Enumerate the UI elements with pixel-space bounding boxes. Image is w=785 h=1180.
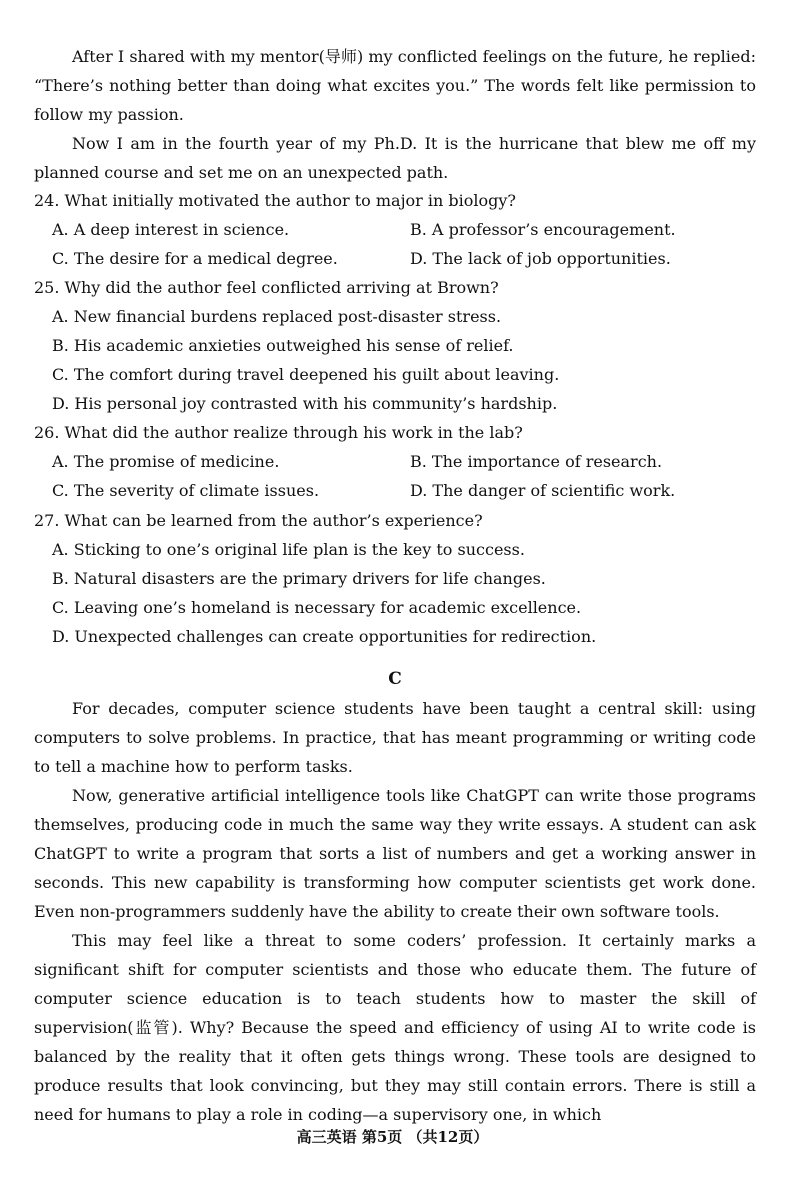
question-25: [34, 273, 756, 418]
question-stem: 26. What did the author realize through his work in the lab?: [34, 423, 523, 442]
question-24: [34, 186, 756, 273]
passage-paragraph: Now I am in the fourth year of my Ph.D. It is the hurricane that blew me off my planned course and set me on an unexpected path.: [34, 134, 756, 182]
option-a[interactable]: A. Sticking to one’s original life plan is the key to success.: [52, 540, 525, 559]
question-stem: 27. What can be learned from the author’s experience?: [34, 511, 483, 530]
option-b[interactable]: B. Natural disasters are the primary drivers for life changes.: [52, 569, 546, 588]
option-c[interactable]: C. The desire for a medical degree.: [52, 249, 338, 268]
passage-b-ending: [34, 42, 756, 187]
option-c[interactable]: C. The severity of climate issues.: [52, 481, 320, 500]
option-b[interactable]: B. The importance of research.: [410, 452, 663, 471]
option-row: [34, 215, 756, 244]
option-c[interactable]: C. The comfort during travel deepened his guilt about leaving.: [52, 365, 560, 384]
option-row: [34, 447, 756, 476]
option-d[interactable]: D. Unexpected challenges can create opportunities for redirection.: [52, 627, 597, 646]
question-27: [34, 506, 756, 651]
passage-paragraph: Now, generative artificial intelligence tools like ChatGPT can write those programs themselves, producing code in much the same way they write essays. A student can ask ChatGPT to write a program that sorts a list of numbers and get a working answer in seconds. This new capability is transforming how computer scientists get work done. Even non-programmers suddenly have the ability to create their own software tools.: [34, 786, 756, 921]
passage-paragraph: After I shared with my mentor(导师) my conflicted feelings on the future, he replied: “There’s nothing better than doing what excites you.” The words felt like permission to follow my passion.: [34, 47, 756, 124]
section-heading: C: [388, 669, 402, 689]
option-d[interactable]: D. The danger of scientific work.: [410, 481, 676, 500]
option-a[interactable]: A. The promise of medicine.: [52, 452, 280, 471]
option-d[interactable]: D. His personal joy contrasted with his community’s hardship.: [52, 394, 558, 413]
option-b[interactable]: B. His academic anxieties outweighed his sense of relief.: [52, 336, 514, 355]
option-a[interactable]: A. A deep interest in science.: [52, 220, 290, 239]
option-d[interactable]: D. The lack of job opportunities.: [410, 249, 671, 268]
option-a[interactable]: A. New financial burdens replaced post-disaster stress.: [52, 307, 502, 326]
passage-paragraph: This may feel like a threat to some coders’ profession. It certainly marks a significant shift for computer scientists and those who educate them. The future of computer science education is to teach students how to master the skill of supervision(监管). Why? Because the speed and efficiency of using AI to write code is balanced by the reality that it often gets things wrong. These tools are designed to produce results that look convincing, but they may still contain errors. There is still a need for humans to play a role in coding—a supervisory one, in which: [34, 931, 756, 1124]
question-26: [34, 418, 756, 505]
option-c[interactable]: C. Leaving one’s homeland is necessary for academic excellence.: [52, 598, 582, 617]
page-footer: 高三英语 第5页 （共12页）: [296, 1128, 489, 1146]
option-b[interactable]: B. A professor’s encouragement.: [410, 220, 676, 239]
passage-paragraph: For decades, computer science students have been taught a central skill: using computers to solve problems. In practice, that has meant programming or writing code to tell a machine how to perform tasks.: [34, 699, 756, 776]
question-stem: 25. Why did the author feel conflicted arriving at Brown?: [34, 278, 499, 297]
question-stem: 24. What initially motivated the author to major in biology?: [34, 191, 517, 210]
passage-c: [34, 664, 756, 1129]
option-row: [34, 244, 756, 273]
option-row: [34, 476, 756, 505]
